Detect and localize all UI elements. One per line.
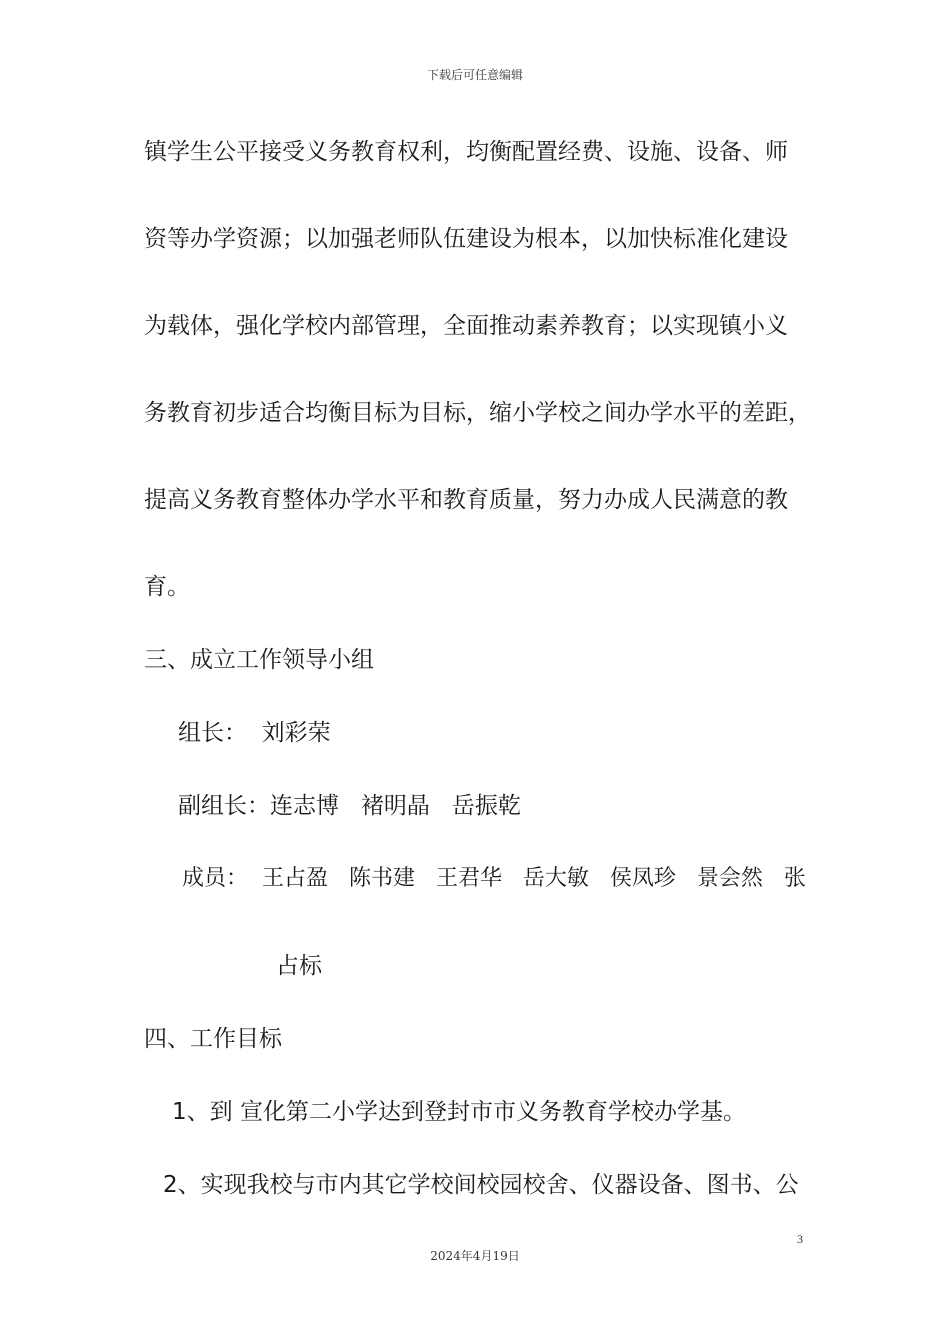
leader-line: 组长： 刘彩荣 [178,720,331,746]
paragraph-line-6: 育。 [144,574,190,600]
goal-1: 1、到 宣化第二小学达到登封市市义务教育学校办学基。 [172,1099,746,1125]
deputy-leader-line: 副组长：连志博 褚明晶 岳振乾 [178,793,521,819]
goal-2: 2、实现我校与市内其它学校间校园校舍、仪器设备、图书、公 [163,1172,799,1198]
members-line-1: 成员： 王占盈 陈书建 王君华 岳大敏 侯凤珍 景会然 张 [182,866,806,891]
paragraph-line-3: 为载体，强化学校内部管理，全面推动素养教育；以实现镇小义 [144,313,788,339]
paragraph-line-5: 提高义务教育整体办学水平和教育质量，努力办成人民满意的教 [144,487,788,513]
page-number: 3 [797,1232,803,1246]
section-3-heading: 三、成立工作领导小组 [144,647,374,673]
footer-date: 2024年4月19日 [430,1249,520,1263]
paragraph-line-1: 镇学生公平接受义务教育权利，均衡配置经费、设施、设备、师 [144,139,788,165]
page-header: 下载后可任意编辑 [426,68,523,82]
members-line-2: 占标 [276,953,322,979]
paragraph-line-4: 务教育初步适合均衡目标为目标，缩小学校之间办学水平的差距， [144,400,811,426]
paragraph-line-2: 资等办学资源；以加强老师队伍建设为根本，以加快标准化建设 [144,226,788,252]
section-4-heading: 四、工作目标 [144,1026,282,1052]
